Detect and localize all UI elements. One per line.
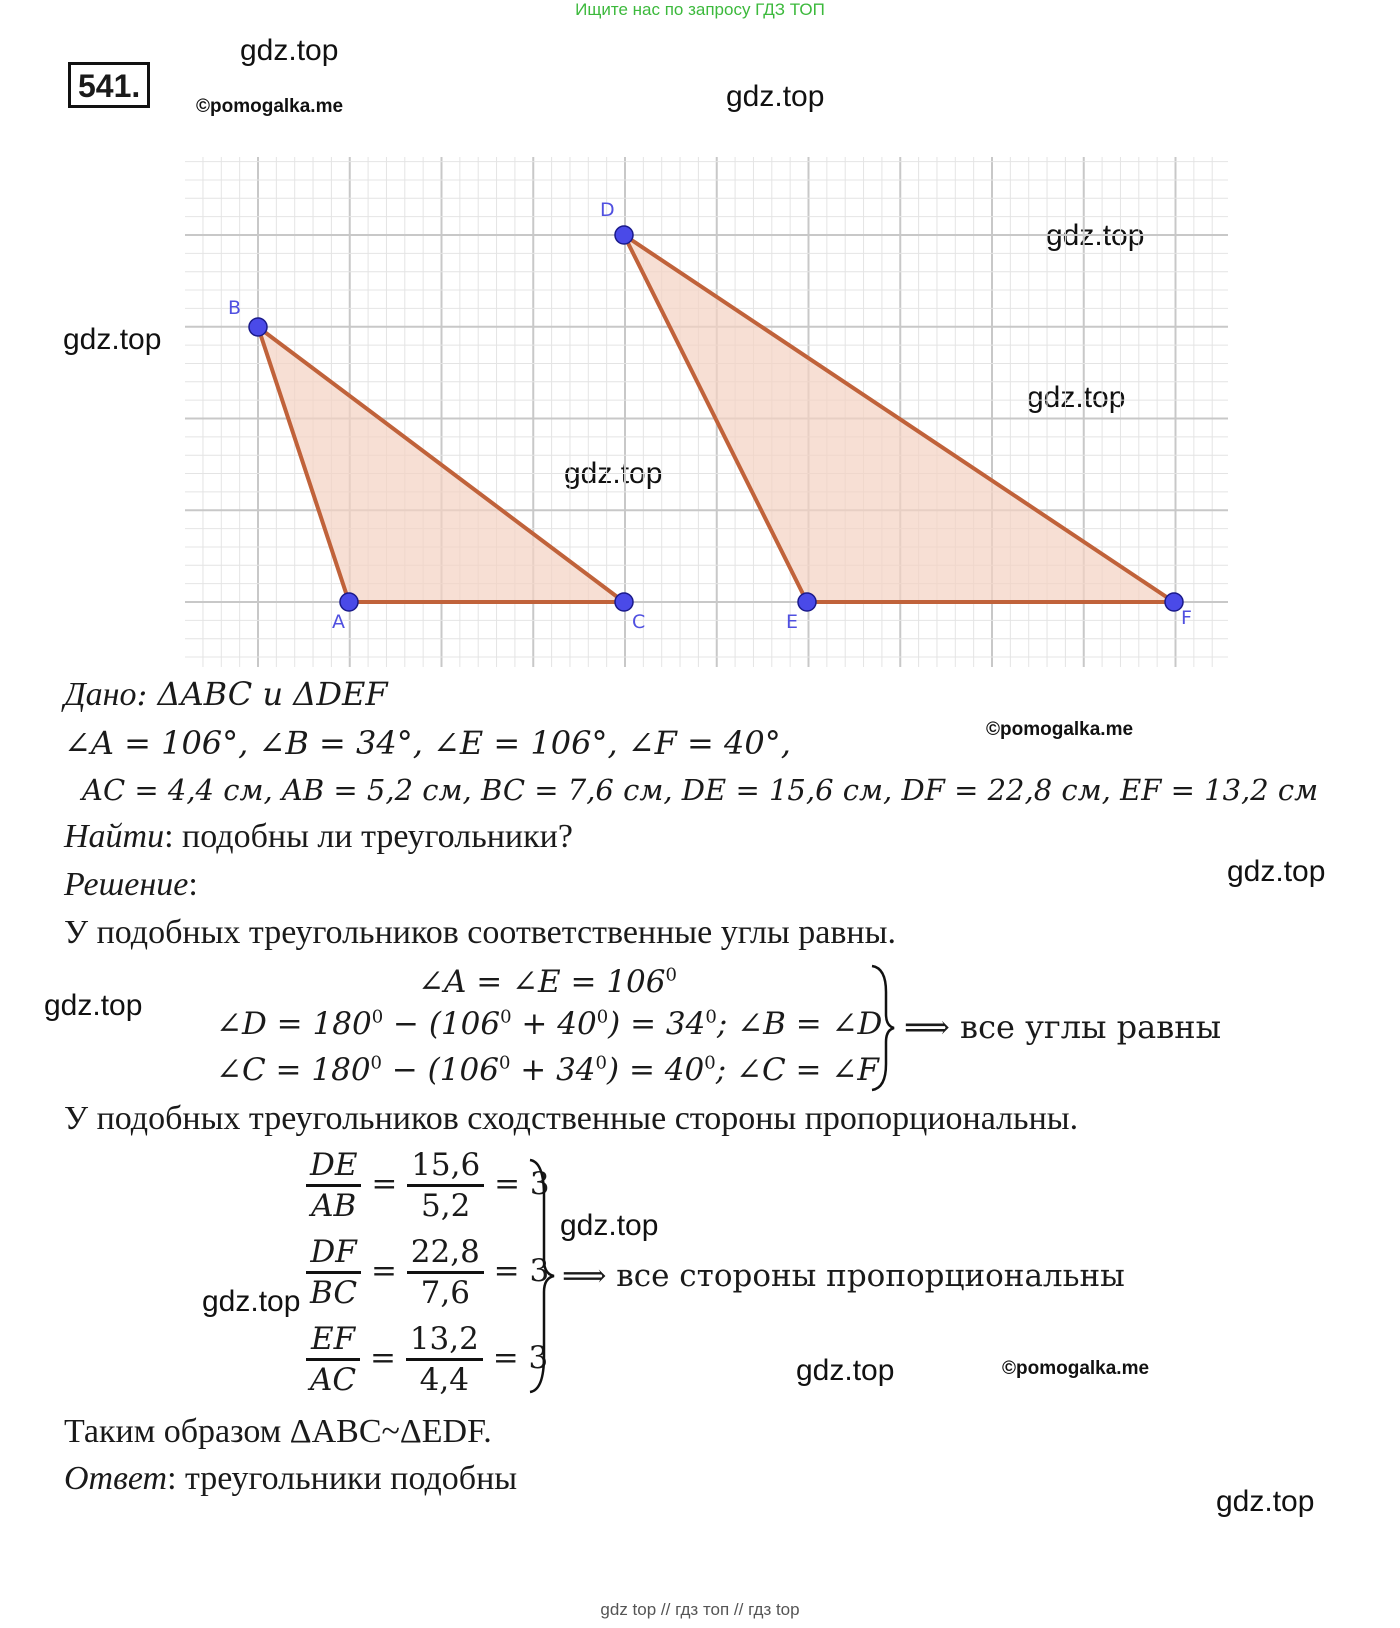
angle-eq-1-text: ∠A = ∠E = 106 [418,964,666,1000]
point-a [340,593,358,611]
answer-label: Ответ [64,1460,168,1497]
watermark: gdz.top [1027,381,1126,414]
solution-label: Решение [64,866,189,903]
watermark: gdz.top [63,323,162,356]
given-label: Дано [64,676,137,713]
angle-eq-2c: + 40 [511,1006,597,1042]
ratio-values: $\frac{15,6}{5,2}$ [407,1146,484,1225]
degree-mark: 0 [704,1052,716,1074]
find-line [64,818,573,856]
angles-conclusion: ⟹ все углы равны [904,1008,1222,1046]
watermark: gdz.top [1216,1485,1315,1518]
point-e [798,593,816,611]
angle-eq-2a: ∠D = 180 [216,1006,372,1042]
problem-number: 541. [68,62,150,108]
ratio-result: = 3 [493,1253,550,1289]
watermark: gdz.top [564,457,663,490]
ratio-row: $\frac{EF}{AC}$ = $\frac{13,2}{4,4}$ = 3 [306,1320,548,1399]
angles-brace [868,962,896,1092]
label-c: C [632,611,646,633]
degree-mark: 0 [665,964,677,986]
given-sides: AC = 4,4 см, AB = 5,2 см, BC = 7,6 см, DE = 15,6 см, DF = 22,8 см, EF = 13,2 см [82,773,1319,807]
watermark: gdz.top [560,1209,659,1242]
bottom-banner[interactable]: gdz top // гдз топ // гдз top [600,1600,800,1619]
thus-line: Таким образом ΔABC~ΔEDF. [64,1413,492,1450]
angle-eq-3 [216,1052,879,1088]
label-f: F [1181,607,1192,629]
angle-eq-2 [216,1006,882,1042]
ratio-result: = 3 [494,1166,550,1202]
degree-mark: 0 [370,1052,382,1074]
given-line [64,675,388,714]
angles-intro: У подобных треугольников соответственные углы равны. [64,914,896,951]
point-c [615,593,633,611]
label-e: E [786,611,799,633]
watermark: gdz.top [240,34,339,67]
ratio-values: $\frac{22,8}{7,6}$ [407,1233,484,1312]
degree-mark: 0 [500,1006,512,1028]
sides-intro: У подобных треугольников сходственные стороны пропорциональны. [64,1100,1079,1137]
angle-eq-3a: ∠C = 180 [216,1052,371,1088]
watermark: gdz.top [1046,219,1145,252]
ratio-row: $\frac{DE}{AB}$ = $\frac{15,6}{5,2}$ = 3 [306,1146,550,1225]
copyright-mark: ©pomogalka.me [1002,1358,1150,1379]
watermark: gdz.top [1227,855,1326,888]
ratio-values: $\frac{13,2}{4,4}$ [406,1320,483,1399]
point-b [249,318,267,336]
given-angles: ∠A = 106°, ∠B = 34°, ∠E = 106°, ∠F = 40°, [64,724,791,762]
sides-conclusion: ⟹ все стороны пропорциональны [562,1258,1125,1294]
angle-eq-3c: + 34 [510,1052,596,1088]
ratio-letters: $\frac{DF}{BC}$ [306,1233,361,1312]
angle-eq-3d: ) = 40 [607,1052,705,1088]
angle-eq-2d: ) = 34 [608,1006,706,1042]
top-banner[interactable]: Ищите нас по запросу ГДЗ ТОП [575,0,825,19]
find-label: Найти [64,818,165,855]
degree-mark: 0 [596,1006,609,1028]
degree-mark: 0 [705,1006,717,1028]
sides-brace [526,1156,556,1396]
angle-eq-2b: − (106 [383,1006,501,1042]
label-a: A [332,611,345,633]
given-triangles: : ΔABC и ΔDEF [136,675,388,713]
solution-heading [64,866,198,904]
ratio-row: $\frac{DF}{BC}$ = $\frac{22,8}{7,6}$ = 3 [306,1233,549,1312]
triangles-figure [0,0,1400,700]
ratio-letters: $\frac{DE}{AB}$ [306,1146,361,1225]
angle-eq-3e: ; ∠C = ∠F [715,1052,879,1088]
watermark: gdz.top [44,989,143,1022]
degree-mark: 0 [595,1052,607,1074]
label-b: B [228,297,242,319]
watermark: gdz.top [726,80,825,113]
answer-line [64,1460,517,1498]
point-d [615,226,633,244]
copyright-mark: ©pomogalka.me [196,96,344,117]
watermark: gdz.top [202,1285,301,1318]
angle-eq-2e: ; ∠B = ∠D [716,1006,883,1042]
angle-eq-3b: − (106 [382,1052,499,1088]
angle-eq-1 [418,964,677,1000]
ratio-letters: $\frac{EF}{AC}$ [306,1320,360,1399]
copyright-mark: ©pomogalka.me [986,719,1134,740]
ratio-result: = 3 [492,1340,549,1376]
degree-mark: 0 [371,1006,384,1028]
watermark: gdz.top [796,1354,895,1387]
degree-mark: 0 [498,1052,511,1074]
answer-text: : треугольники подобны [167,1460,518,1497]
label-d: D [600,199,615,221]
find-text: : подобны ли треугольники? [164,818,573,855]
solution-colon: : [188,866,198,903]
